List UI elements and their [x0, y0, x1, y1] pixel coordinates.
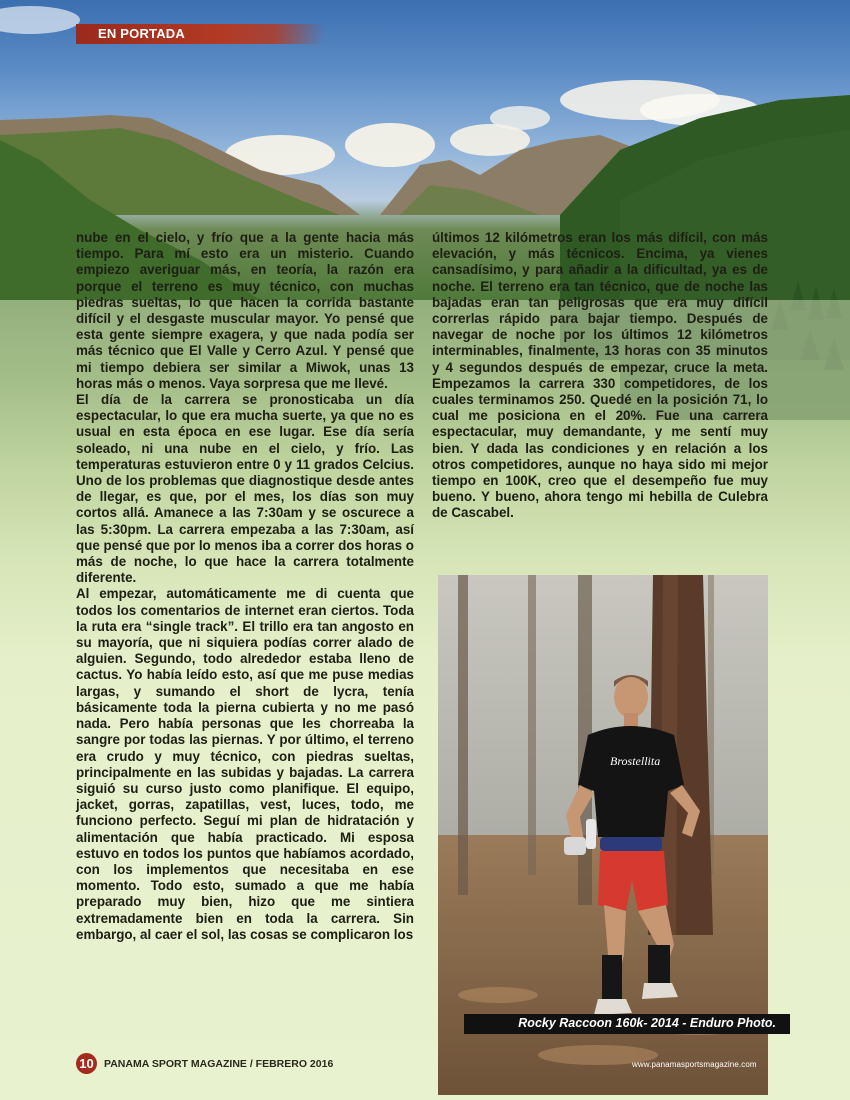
page-number-badge: 10 [76, 1053, 97, 1074]
footer-magazine-title: PANAMA SPORT MAGAZINE / FEBRERO 2016 [104, 1058, 334, 1070]
article-paragraph: nube en el cielo, y frío que a la gente hacia más tiempo. Para mí esto era un misterio. Cuando empiezo averiguar más, en teoría, la razón era porque el terreno es muy técnico, con muchas piedras sueltas, lo que hacen la corrida bastante difícil y el desgaste muscular mayor. Yo pensé que esta gente siempre exagera, y que nada podía ser más técnico que El Valle y Cerro Azul. Y pensé que mi tiempo debiera ser similar a Miwok, unas 13 horas más o menos. Vaya sorpresa que me llevé. [76, 230, 414, 391]
article-right-column [432, 230, 768, 522]
article-paragraph: El día de la carrera se pronosticaba un día espectacular, lo que era mucha suerte, ya que no es usual en esta época en ese lugar. Ese día sería soleado, ni una nube en el cielo, y frío. Las temperaturas estuvieron entre 0 y 11 grados Celcius. Uno de los problemas que diagnostique desde antes de llegar, es que, por el mes, los días son muy cortos allá. Amanece a las 7:30am y se oscurece a las 5:30pm. La carrera empezaba a las 7:30am, así que pensé que por lo menos iba a correr dos horas o más de noche, lo que hace la carrera totalmente diferente. [76, 392, 414, 586]
section-tag-label: EN PORTADA [98, 26, 185, 41]
section-tag [76, 24, 324, 44]
photo-caption: Rocky Raccoon 160k- 2014 - Enduro Photo. [518, 1016, 776, 1030]
article-paragraph: Al empezar, automáticamente me di cuenta que todos los comentarios de internet eran ciertos. Toda la ruta era “single track”. El trillo era tan angosto en su mayoría, que ni siquiera podías correr alado de alguien. Segundo, todo alrededor estaba lleno de cactus. Yo había leído esto, así que me puse medias largas, y sumando el short de lycra, tenía básicamente toda la pierna cubierta y no me pasó nada. Pero había personas que les chorreaba la sangre por todas las piernas. Y por último, el terreno era crudo y muy técnico, con piedras sueltas, principalmente en las subidas y bajadas. La carrera siguió su curso justo como planifique. El equipo, jacket, gorras, zapatillas, vest, luces, todo, me funciono perfecto. Seguí mi plan de hidratación y alimentación que había practicado. Mi esposa estuvo en todos los puntos que habíamos acordado, con los implementos que necesitaba en ese momento. Todo esto, sumado a que me había preparado muy bien, hizo que me sintiera extremadamente bien en toda la carrera. Sin embargo, al caer el sol, las cosas se complicaron los [76, 586, 414, 942]
shirt-text: Brostellita [610, 754, 661, 768]
website-url: www.panamasportsmagazine.com [632, 1060, 757, 1069]
article-left-column [76, 230, 414, 943]
article-paragraph: últimos 12 kilómetros eran los más difícil, con más elevación, y más técnicos. Encima, ya vienes cansadísimo, y para añadir a la dificultad, ya es de noche. El terreno era tan técnico, que de noche las bajadas eran tan peligrosas que era muy difícil correrlas rápido para bajar tiempo. Después de navegar de noche por los últimos 12 kilómetros interminables, finalmente, 13 horas con 35 minutos y 4 segundos después de empezar, cruce la meta. Empezamos la carrera 330 competidores, de los cuales terminamos 250. Quedé en la posición 71, lo cual me posiciona en el 20%. Fue una carrera espectacular, muy demandante, y me sentí muy bien. Y dada las condiciones y en relación a los otros competidores, aunque no haya sido mi mejor tiempo en 100K, creo que el desempeño fue muy bueno. Y bueno, ahora tengo mi hebilla de Culebra de Cascabel. [432, 230, 768, 521]
photo-caption-bar [464, 1014, 790, 1034]
